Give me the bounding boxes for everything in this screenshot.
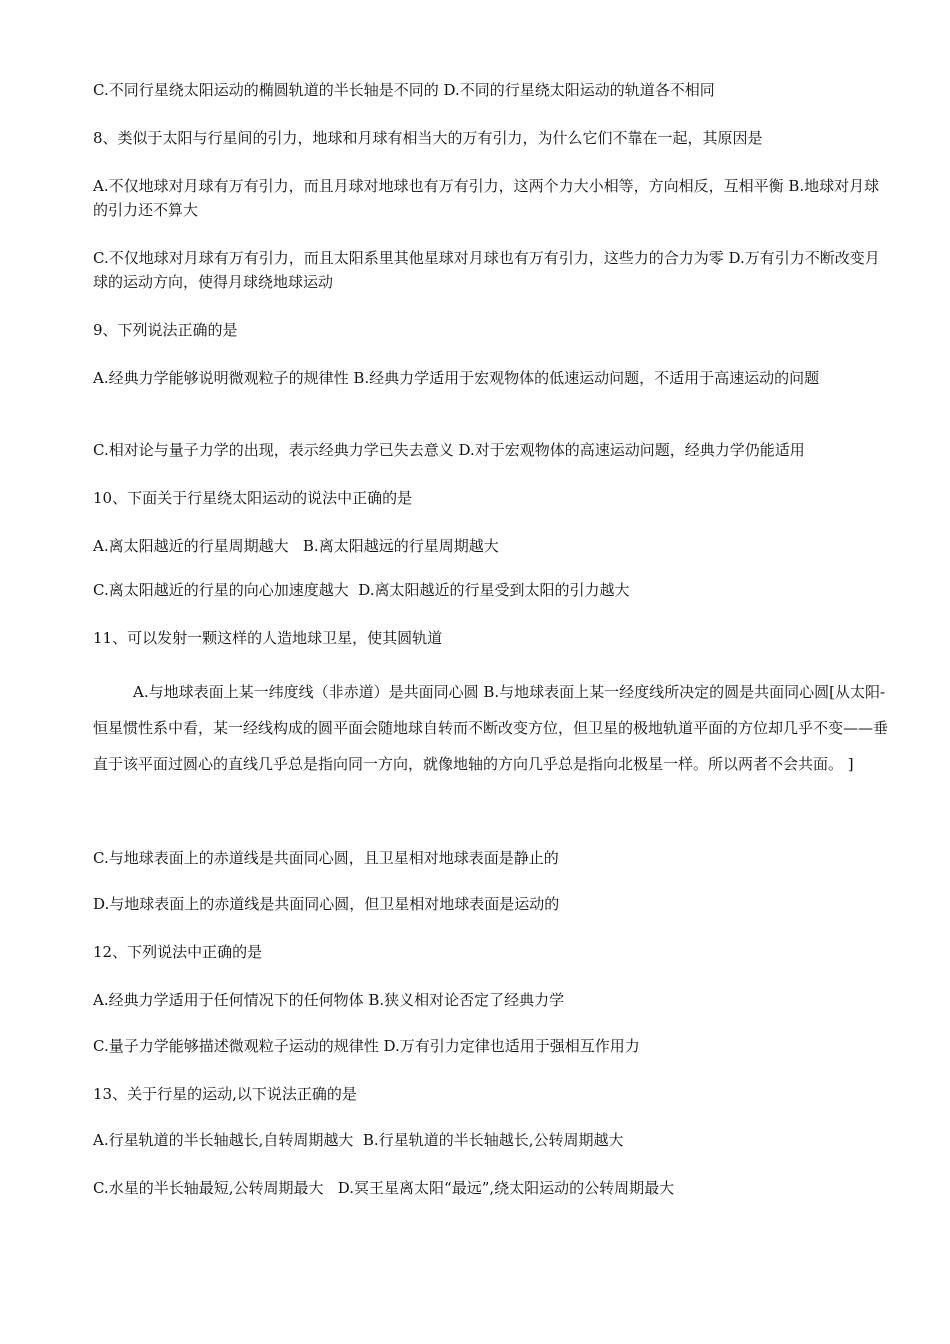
option-line-9ab: A.经典力学能够说明微观粒子的规律性 B.经典力学适用于宏观物体的低速运动问题，不适用于高速运动的问题 bbox=[93, 369, 820, 387]
option-line-12cd: C.量子力学能够描述微观粒子运动的规律性 D.万有引力定律也适用于强相互作用力 bbox=[93, 1037, 640, 1055]
question-12: 12、下列说法中正确的是 bbox=[93, 943, 263, 961]
option-line-10ab: A.离太阳越近的行星周期越大 B.离太阳越远的行星周期越大 bbox=[93, 537, 499, 555]
question-10: 10、下面关于行星绕太阳运动的说法中正确的是 bbox=[93, 489, 413, 507]
option-line-10cd: C.离太阳越近的行星的向心加速度越大 D.离太阳越近的行星受到太阳的引力越大 bbox=[93, 581, 630, 599]
option-line-11d: D.与地球表面上的赤道线是共面同心圆，但卫星相对地球表面是运动的 bbox=[93, 895, 560, 913]
question-9: 9、下列说法正确的是 bbox=[93, 321, 238, 339]
option-line-13ab: A.行星轨道的半长轴越长,自转周期越大 B.行星轨道的半长轴越长,公转周期越大 bbox=[93, 1131, 624, 1149]
question-11: 11、可以发射一颗这样的人造地球卫星，使其圆轨道 bbox=[93, 629, 443, 647]
option-line-9cd: C.相对论与量子力学的出现，表示经典力学已失去意义 D.对于宏观物体的高速运动问题，经典力学仍能适用 bbox=[93, 441, 805, 459]
option-line-13cd: C.水星的半长轴最短,公转周期最大 D.冥王星离太阳“最远”,绕太阳运动的公转周期最大 bbox=[93, 1179, 675, 1197]
option-line-7cd: C.不同行星绕太阳运动的椭圆轨道的半长轴是不同的 D.不同的行星绕太阳运动的轨道各不相同 bbox=[93, 81, 715, 99]
question-13: 13、关于行星的运动,以下说法正确的是 bbox=[93, 1085, 357, 1103]
option-line-8ab: A.不仅地球对月球有万有引力，而且月球对地球也有万有引力，这两个力大小相等，方向相反，互相平衡 B.地球对月球的引力还不算大 bbox=[93, 177, 880, 219]
option-line-8cd: C.不仅地球对月球有万有引力，而且太阳系里其他星球对月球也有万有引力，这些力的合力为零 D.万有引力不断改变月球的运动方向，使得月球绕地球运动 bbox=[93, 249, 880, 291]
question-8: 8、类似于太阳与行星间的引力，地球和月球有相当大的万有引力，为什么它们不靠在一起，其原因是 bbox=[93, 129, 763, 147]
option-line-11c: C.与地球表面上的赤道线是共面同心圆，且卫星相对地球表面是静止的 bbox=[93, 849, 559, 867]
option-line-12ab: A.经典力学适用于任何情况下的任何物体 B.狭义相对论否定了经典力学 bbox=[93, 991, 565, 1009]
option-block-11ab: A.与地球表面上某一纬度线（非赤道）是共面同心圆 B.与地球表面上某一经度线所决定的圆是共面同心圆[从太阳-恒星惯性系中看，某一经线构成的圆平面会随地球自转而不断改变方位，但卫星的极地轨道平面的方位却几乎不变——垂直于该平面过圆心的直线几乎总是指向同一方向，就像地轴的方向几乎总是指向北极星一样。所以两者不会共面。 ] bbox=[93, 683, 889, 773]
